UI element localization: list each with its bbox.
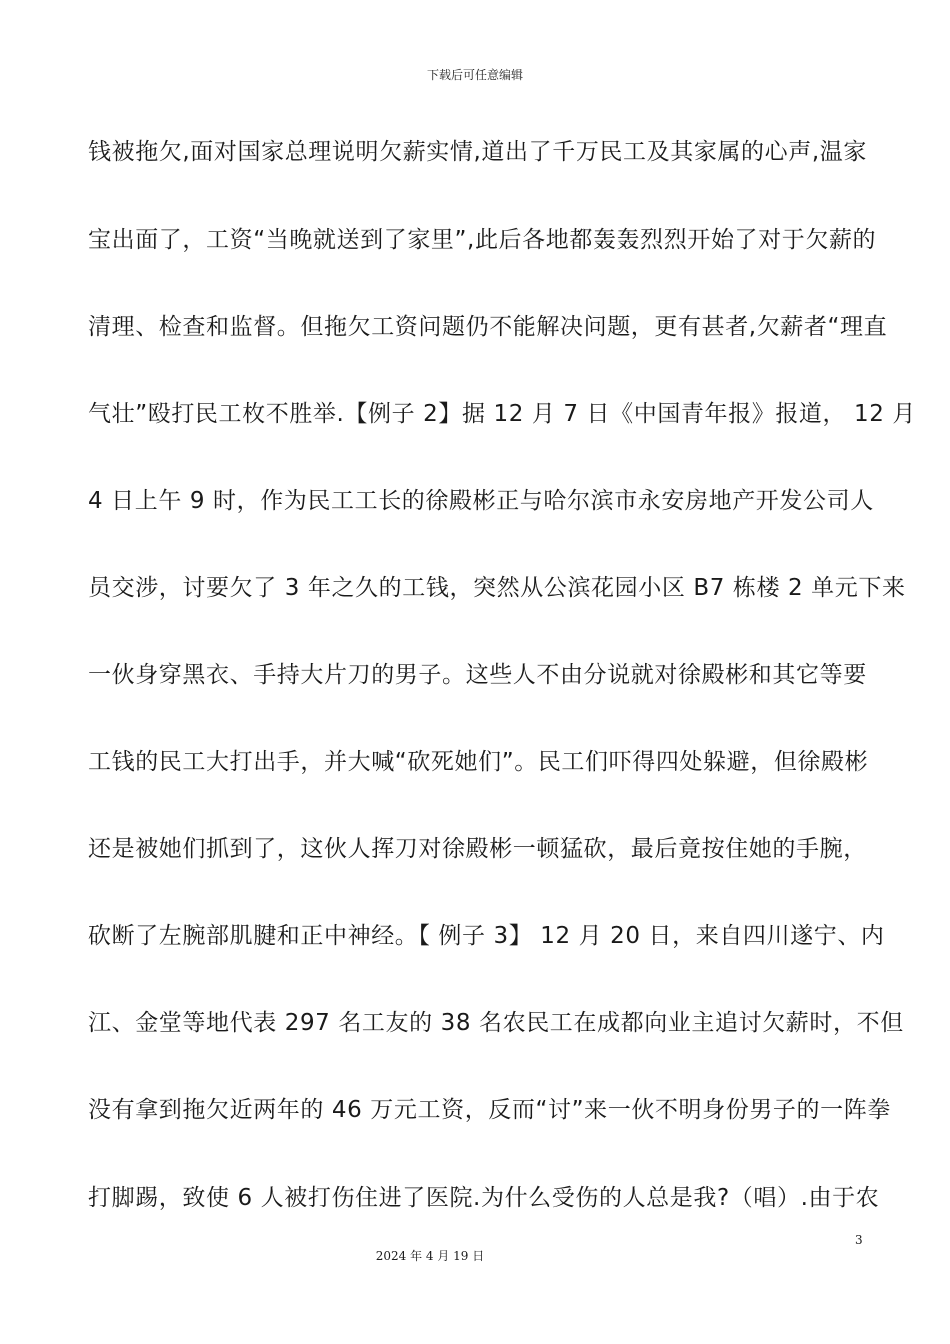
text-line: 还是被她们抓到了，这伙人挥刀对徐殿彬一顿猛砍，最后竟按住她的手腕，: [88, 836, 867, 862]
page-number: 3: [855, 1233, 863, 1247]
text-line: 宝出面了，工资“当晚就送到了家里”,此后各地都轰轰烈烈开始了对于欠薪的: [88, 227, 877, 253]
text-line: 江、金堂等地代表 297 名工友的 38 名农民工在成都向业主追讨欠薪时，不但: [88, 1010, 904, 1036]
text-line: 没有拿到拖欠近两年的 46 万元工资，反而“讨”来一伙不明身份男子的一阵拳: [88, 1097, 891, 1123]
text-line: 气壮”殴打民工枚不胜举.【例子 2】据 12 月 7 日《中国青年报》报道， 12 月: [88, 401, 917, 427]
text-line: 一伙身穿黑衣、手持大片刀的男子。这些人不由分说就对徐殿彬和其它等要: [88, 662, 867, 688]
text-line: 清理、检查和监督。但拖欠工资问题仍不能解决问题，更有甚者,欠薪者“理直: [88, 314, 888, 340]
footer-date: 2024 年 4 月 19 日: [375, 1249, 485, 1263]
page-header: 下载后可任意编辑: [426, 68, 523, 82]
text-line: 员交涉，讨要欠了 3 年之久的工钱，突然从公滨花园小区 B7 栋楼 2 单元下来: [88, 575, 906, 601]
text-line: 工钱的民工大打出手，并大喊“砍死她们”。民工们吓得四处躲避，但徐殿彬: [88, 749, 869, 775]
text-line: 钱被拖欠,面对国家总理说明欠薪实情,道出了千万民工及其家属的心声,温家: [88, 139, 867, 165]
text-line: 砍断了左腕部肌腱和正中神经。【 例子 3】 12 月 20 日，来自四川遂宁、内: [88, 923, 885, 949]
text-line: 打脚踢，致使 6 人被打伤住进了医院.为什么受伤的人总是我?（唱）.由于农: [88, 1185, 880, 1211]
text-line: 4 日上午 9 时，作为民工工长的徐殿彬正与哈尔滨市永安房地产开发公司人: [88, 488, 874, 514]
